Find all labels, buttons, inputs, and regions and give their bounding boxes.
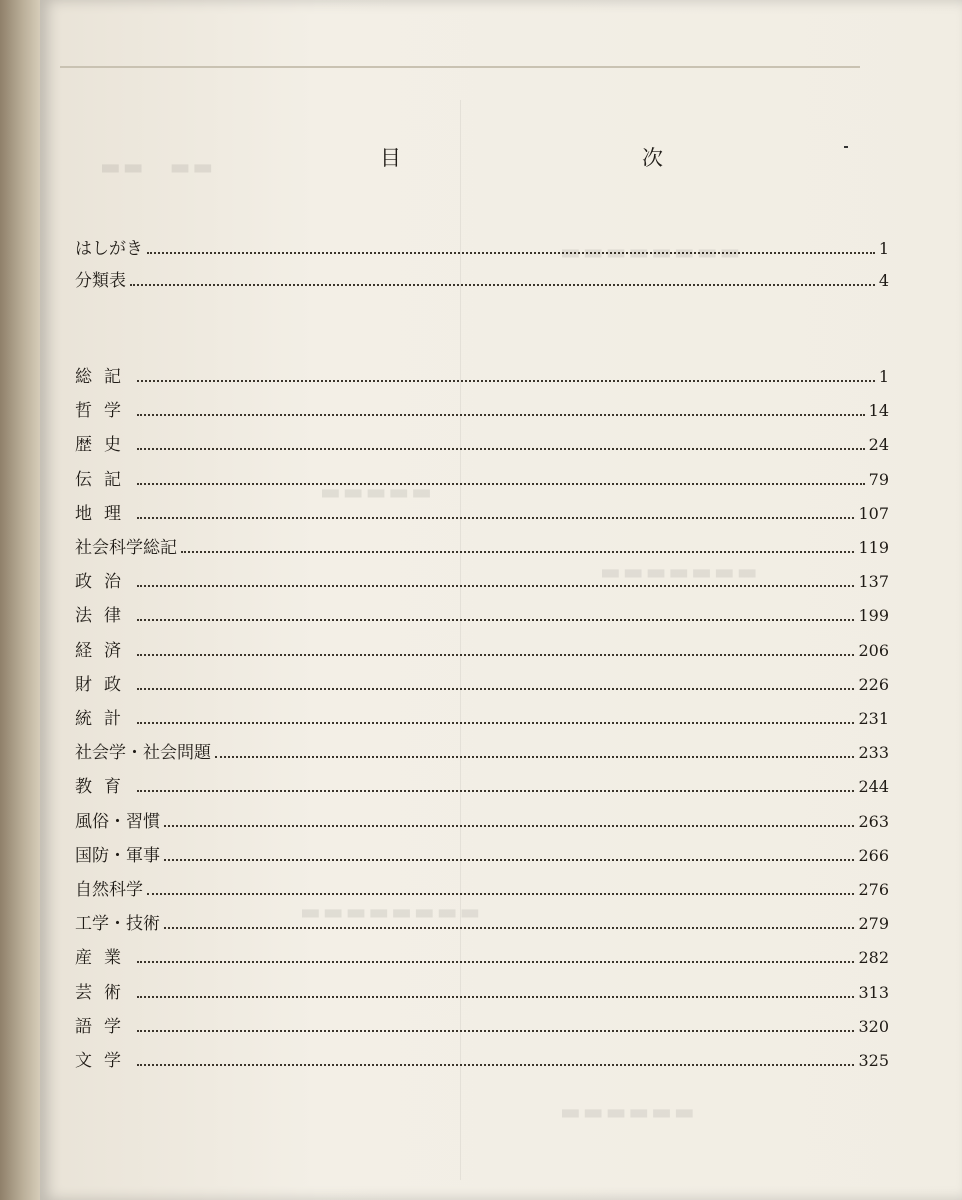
- toc-entry-label: 総記: [75, 367, 133, 387]
- dot-leader: [137, 996, 854, 998]
- toc-entry-page: 1: [878, 367, 889, 386]
- toc-entry-page: 266: [858, 846, 889, 865]
- toc-entry: [75, 599, 889, 627]
- toc-entry: [75, 907, 889, 935]
- toc-entry-label: 工学・技術: [75, 914, 160, 934]
- show-through-texture: ▬▬▬▬▬▬▬▬: [560, 240, 743, 265]
- toc-entry-page: 79: [868, 470, 889, 489]
- toc-entry-page: 276: [858, 880, 889, 899]
- dot-leader: [137, 585, 854, 587]
- toc-entry: [75, 839, 889, 867]
- toc-entry: [75, 463, 889, 491]
- toc-entry: [75, 232, 889, 260]
- dot-leader: [137, 414, 865, 416]
- toc-entry-page: 313: [858, 983, 889, 1002]
- dot-leader: [137, 1064, 854, 1066]
- toc-entry-page: 233: [858, 743, 889, 762]
- dot-leader: [130, 284, 875, 286]
- toc-entry-page: 137: [858, 572, 889, 591]
- toc-entry-page: 231: [858, 709, 889, 728]
- toc-entry-label: 経済: [75, 641, 133, 661]
- toc-entry: [75, 668, 889, 696]
- toc-entry-label: 自然科学: [75, 880, 143, 900]
- toc-entry-page: 4: [878, 271, 889, 290]
- dot-leader: [147, 893, 854, 895]
- toc-entry-label: 産業: [75, 948, 133, 968]
- toc-entry-page: 107: [858, 504, 889, 523]
- toc-entry: [75, 1010, 889, 1038]
- dot-leader: [215, 756, 854, 758]
- toc-title: 目 次: [380, 146, 773, 170]
- toc-entry-label: 文学: [75, 1051, 133, 1071]
- toc-entry: [75, 770, 889, 798]
- show-through-texture: ▬▬▬▬▬▬▬: [600, 560, 760, 585]
- toc-entry-label: 財政: [75, 675, 133, 695]
- toc-entry: [75, 976, 889, 1004]
- show-through-texture: ▬▬▬▬▬: [320, 480, 434, 505]
- show-through-texture: ▬▬▬▬▬▬▬▬: [300, 900, 483, 925]
- dot-leader: [137, 380, 875, 382]
- dot-leader: [137, 619, 854, 621]
- toc-entry-label: 統計: [75, 709, 133, 729]
- toc-entry-page: 244: [858, 777, 889, 796]
- toc-entry-page: 226: [858, 675, 889, 694]
- show-through-texture: ▬▬ ▬▬: [100, 155, 216, 180]
- dot-leader: [164, 859, 854, 861]
- toc-entry: [75, 873, 889, 901]
- toc-entry-page: 24: [868, 435, 889, 454]
- dot-leader: [164, 927, 854, 929]
- toc-entry-label: 社会科学総記: [75, 538, 177, 558]
- toc-entry-page: 206: [858, 641, 889, 660]
- toc-entry: [75, 1044, 889, 1072]
- toc-entry: [75, 428, 889, 456]
- toc-entry-page: 119: [858, 538, 889, 557]
- dot-leader: [137, 790, 854, 792]
- ink-speck: [844, 146, 848, 148]
- toc-entry-page: 320: [858, 1017, 889, 1036]
- dot-leader: [137, 688, 854, 690]
- toc-entry: [75, 531, 889, 559]
- toc-entry-label: 歴史: [75, 435, 133, 455]
- book-gutter: [0, 0, 40, 1200]
- toc-entry-label: 風俗・習慣: [75, 812, 160, 832]
- dot-leader: [137, 448, 865, 450]
- toc-entry-label: 教育: [75, 777, 133, 797]
- toc-entry-page: 1: [878, 239, 889, 258]
- dot-leader: [137, 483, 865, 485]
- toc-entry: [75, 264, 889, 292]
- toc-entry-page: 325: [858, 1051, 889, 1070]
- dot-leader: [137, 722, 854, 724]
- toc-entry: [75, 394, 889, 422]
- toc-entry-label: 語学: [75, 1017, 133, 1037]
- header-rule: [60, 66, 860, 68]
- toc-entry: [75, 805, 889, 833]
- toc-entry: [75, 702, 889, 730]
- dot-leader: [181, 551, 854, 553]
- dot-leader: [137, 517, 854, 519]
- dot-leader: [147, 252, 875, 254]
- toc-entry: [75, 360, 889, 388]
- toc-entry: [75, 736, 889, 764]
- toc-entry-label: 国防・軍事: [75, 846, 160, 866]
- toc-entry-page: 263: [858, 812, 889, 831]
- dot-leader: [137, 654, 854, 656]
- toc-entry-label: 地理: [75, 504, 133, 524]
- dot-leader: [137, 961, 854, 963]
- dot-leader: [137, 1030, 854, 1032]
- dot-leader: [164, 825, 854, 827]
- toc-entry-label: 政治: [75, 572, 133, 592]
- toc-entry-label: 分類表: [75, 271, 126, 291]
- toc-entry: [75, 941, 889, 969]
- toc-entry-label: 社会学・社会問題: [75, 743, 211, 763]
- toc-entry-label: 法律: [75, 606, 133, 626]
- toc-entry-page: 14: [868, 401, 889, 420]
- toc-entry: [75, 497, 889, 525]
- show-through-texture: ▬▬▬▬▬▬: [560, 1100, 697, 1125]
- toc-entry-label: はしがき: [75, 239, 143, 259]
- toc-entry-page: 199: [858, 606, 889, 625]
- toc-entry-label: 伝記: [75, 470, 133, 490]
- toc-entry-label: 哲学: [75, 401, 133, 421]
- toc-entry-page: 282: [858, 948, 889, 967]
- toc-entry: [75, 634, 889, 662]
- toc-entry-page: 279: [858, 914, 889, 933]
- toc-entry-label: 芸術: [75, 983, 133, 1003]
- toc-entry: [75, 565, 889, 593]
